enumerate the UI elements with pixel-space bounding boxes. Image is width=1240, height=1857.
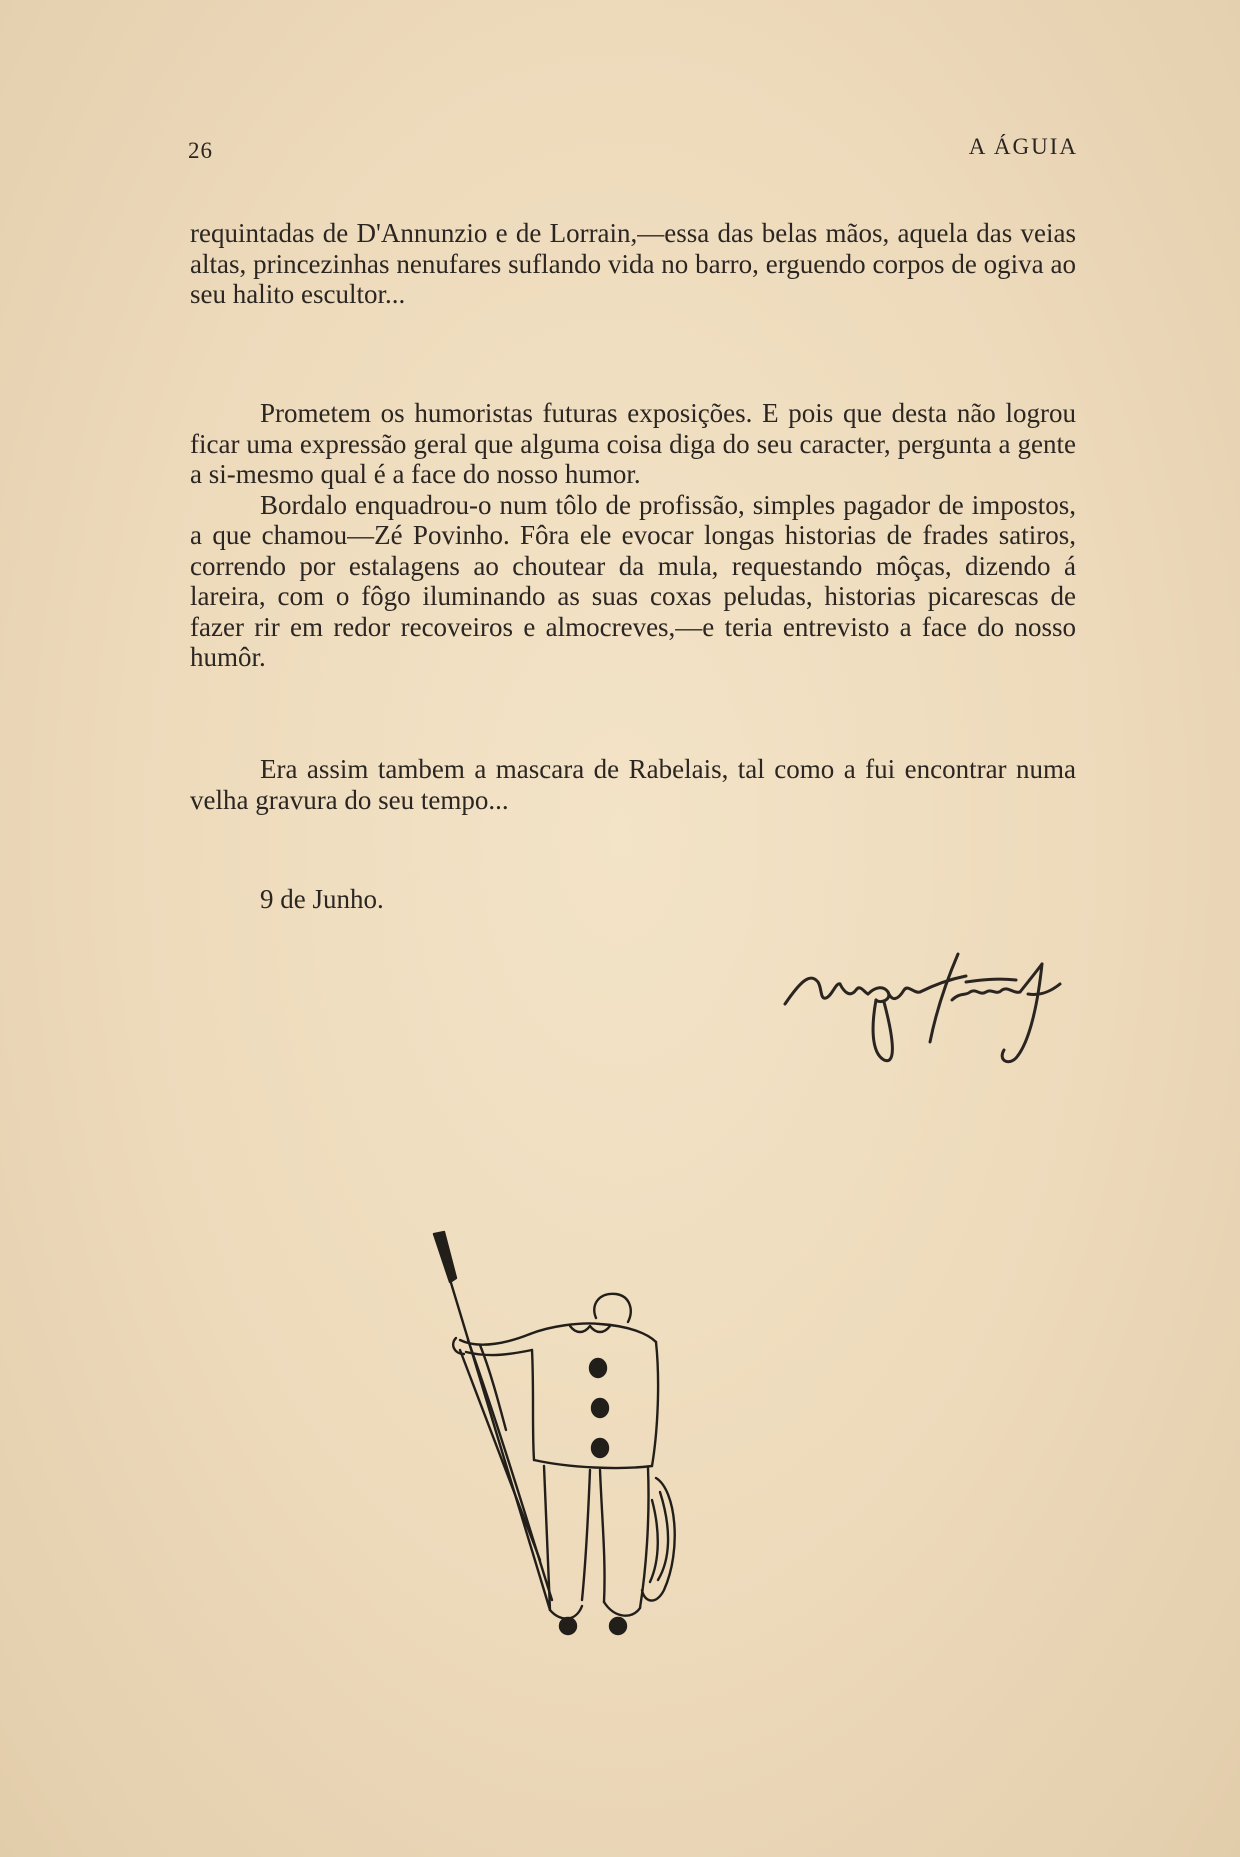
page-number: 26 (188, 138, 213, 163)
dateline-text: 9 de Junho. (260, 884, 384, 914)
pierrot-illustration-icon (420, 1230, 760, 1650)
paragraph-1 (190, 218, 1076, 310)
paragraph-3 (190, 754, 1076, 815)
paragraph-2 (190, 398, 1076, 673)
signature-icon (780, 942, 1080, 1082)
paragraph-1-text: requintadas de D'Annunzio e de Lorrain,—essa das belas mãos, aquela das veias altas, princezinhas nenufares suflando vida no barro, erguendo corpos de ogiva ao seu halito escultor... (190, 218, 1076, 309)
page-header (188, 134, 1078, 168)
paragraph-2a-text: Prometem os humoristas futuras exposições. E pois que desta não logrou ficar uma expressão geral que alguma coisa diga do seu caracter, pergunta a gente a si-mesmo qual é a face do nosso humor. (190, 398, 1076, 489)
running-title: A ÁGUIA (968, 134, 1078, 159)
dateline (190, 884, 1076, 915)
paragraph-2b-text: Bordalo enquadrou-o num tôlo de profissão, simples pagador de impostos, a que chamou—Zé Povinho. Fôra ele evocar longas historias de frades satiros, correndo por estalagens ao choutear da mula, requestando môças, dizendo á lareira, com o fôgo iluminando as suas coxas peludas, historias picarescas de fazer rir em redor recoveiros e almocreves,—e teria entrevisto a face do nosso humôr. (190, 489, 1076, 672)
paragraph-3-text: Era assim tambem a mascara de Rabelais, tal como a fui encontrar numa velha gravura do seu tempo... (190, 754, 1076, 815)
